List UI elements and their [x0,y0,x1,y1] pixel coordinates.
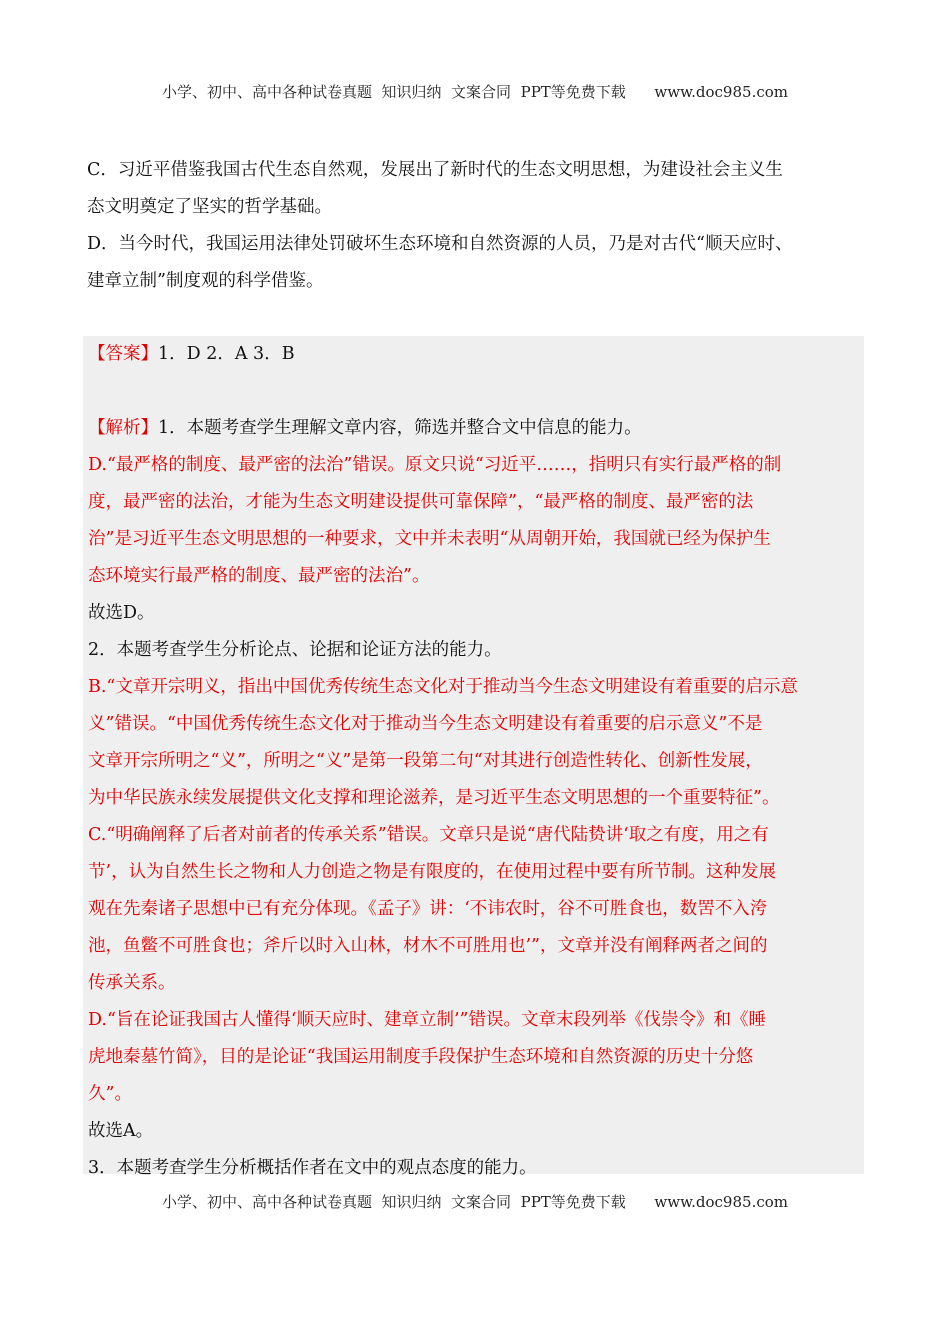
analysis-q1-line: D.“最严格的制度、最严密的法治”错误。原文只说“习近平……，指明只有实行最严格的制 [88,455,782,475]
option-c-line-2: 态文明奠定了坚实的哲学基础。 [87,197,332,217]
analysis-q1-line: 度，最严密的法治，才能为生态文明建设提供可靠保障”，“最严格的制度、最严密的法 [88,492,754,512]
option-c-line-1: C．习近平借鉴我国古代生态自然观，发展出了新时代的生态文明思想，为建设社会主义生 [87,160,783,180]
answer-label: 【答案】 [88,344,158,364]
analysis-q1-line: 态环境实行最严格的制度、最严密的法治”。 [88,566,430,586]
analysis-q2-line: 为中华民族永续发展提供文化支撑和理论滋养，是习近平生态文明思想的一个重要特征”。 [88,788,780,808]
page-header: 小学、初中、高中各种试卷真题 知识归纳 文案合同 PPT等免费下载 www.doc985.com [161,83,788,101]
analysis-q2-line: B.“文章开宗明义，指出中国优秀传统生态文化对于推动当今生态文明建设有着重要的启示意 [88,677,798,697]
answer-line [88,336,864,373]
analysis-label: 【解析】 [88,418,158,438]
analysis-q2-line: 池，鱼鳖不可胜食也；斧斤以时入山林，材木不可胜用也’”，文章并没有阐释两者之间的 [88,936,768,956]
analysis-q2-line: 久”。 [88,1084,132,1104]
analysis-q3-intro: 3．本题考查学生分析概括作者在文中的观点态度的能力。 [88,1158,537,1178]
analysis-q1-choice: 故选D。 [88,603,155,623]
analysis-q1-intro: 1．本题考查学生理解文章内容，筛选并整合文中信息的能力。 [158,418,642,438]
answer-options [87,152,877,300]
answer-text: 1．D 2．A 3．B [158,344,295,364]
analysis-q1-line: 治”是习近平生态文明思想的一种要求，文中并未表明“从周朝开始，我国就已经为保护生 [88,529,771,549]
analysis-q2-line: C.“明确阐释了后者对前者的传承关系”错误。文章只是说“唐代陆贽讲‘取之有度，用之有 [88,825,769,845]
analysis-q2-line: 传承关系。 [88,973,176,993]
analysis-q2-line: 义”错误。“中国优秀传统生态文化对于推动当今生态文明建设有着重要的启示意义”不是 [88,714,763,734]
analysis-q2-line: 文章开宗所明之“义”，所明之“义”是第一段第二句“对其进行创造性转化、创新性发展， [88,751,763,771]
analysis-intro-line [88,410,864,447]
analysis-q2-choice: 故选A。 [88,1121,154,1141]
analysis-q2-line: 节’，认为自然生长之物和人力创造之物是有限度的，在使用过程中要有所节制。这种发展 [88,862,777,882]
analysis-q2-line: 虎地秦墓竹简》，目的是论证“我国运用制度手段保护生态环境和自然资源的历史十分悠 [88,1047,754,1067]
option-d-line-2: 建章立制”制度观的科学借鉴。 [87,271,324,291]
answer-analysis-box [83,336,864,1178]
analysis-q2-intro: 2．本题考查学生分析论点、论据和论证方法的能力。 [88,640,502,660]
option-d-line-1: D．当今时代，我国运用法律处罚破坏生态环境和自然资源的人员，乃是对古代“顺天应时、 [87,234,793,254]
page-footer: 小学、初中、高中各种试卷真题 知识归纳 文案合同 PPT等免费下载 www.doc985.com [161,1193,788,1211]
analysis-q2-line: D.“旨在论证我国古人懂得‘顺天应时、建章立制’”错误。文章末段列举《伐崇令》和《睡 [88,1010,766,1030]
analysis-q2-line: 观在先秦诸子思想中已有充分体现。《孟子》讲：‘不讳农时，谷不可胜食也，数罟不入洿 [88,899,768,919]
